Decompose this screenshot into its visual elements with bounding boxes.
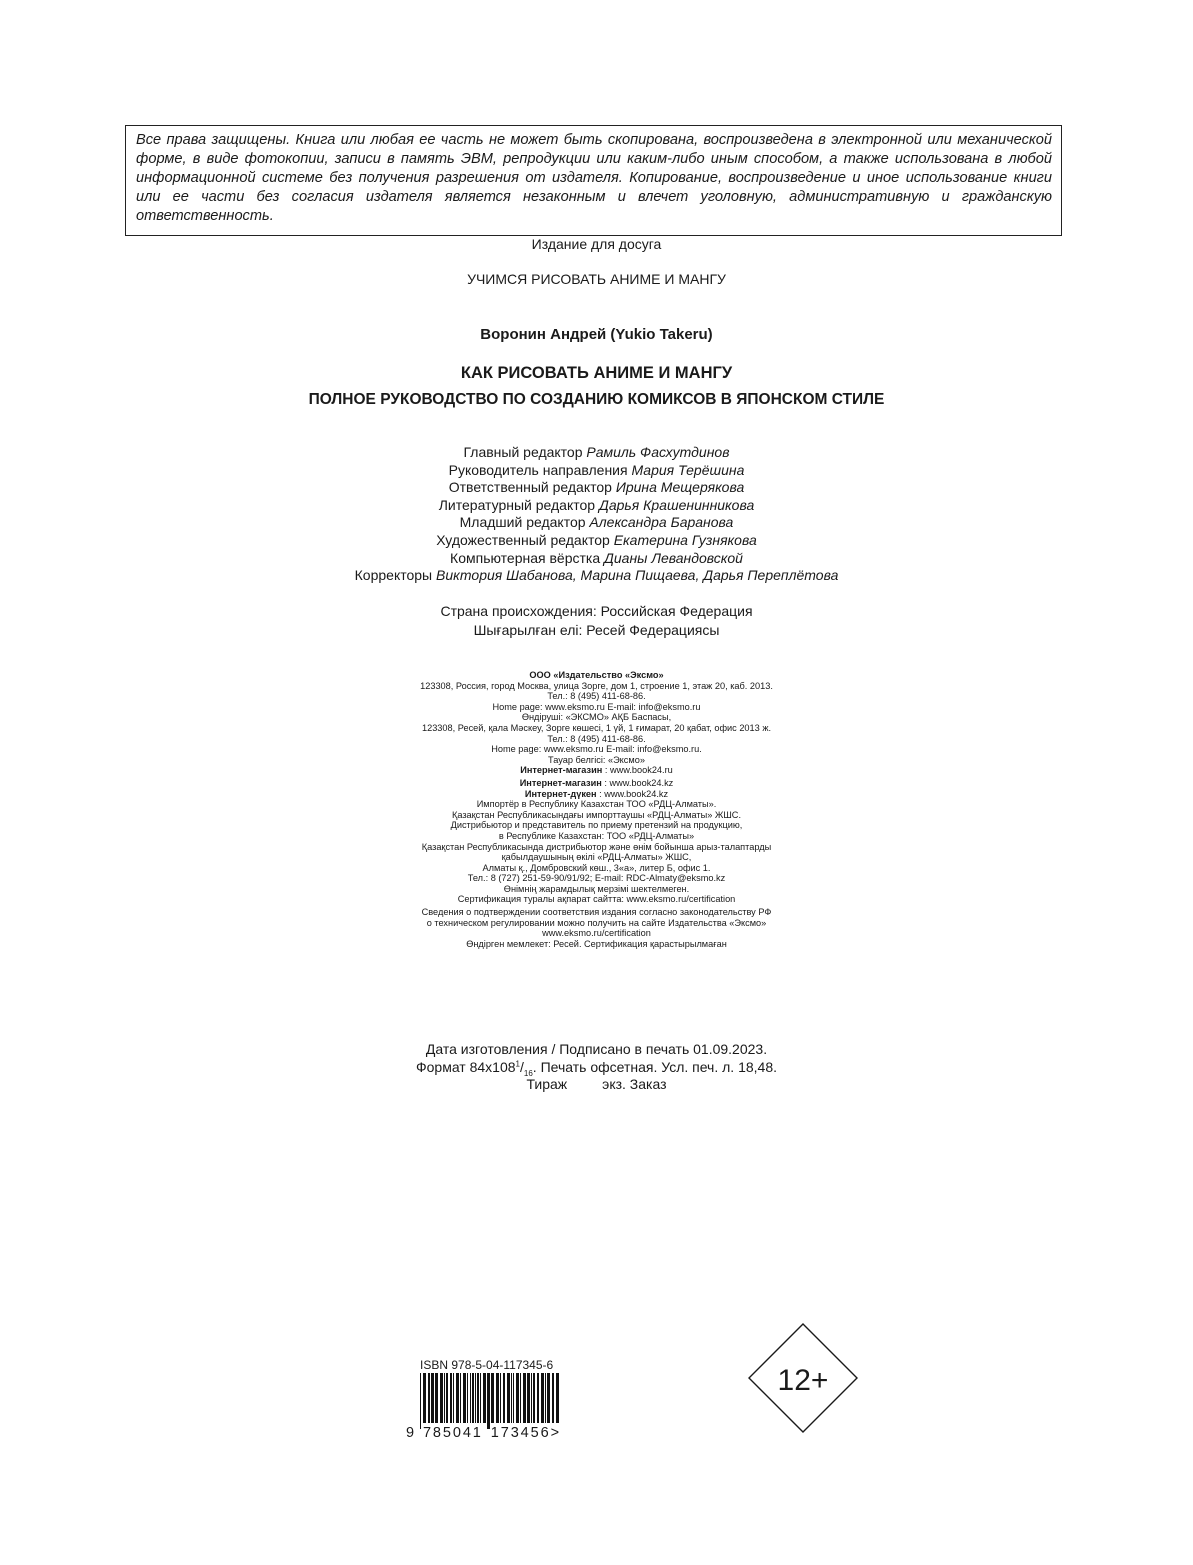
series-name: УЧИМСЯ РИСОВАТЬ АНИМЕ И МАНГУ [467,271,726,287]
print-date: Дата изготовления / Подписано в печать 01.09.2023. [425,1041,768,1057]
rights-notice [125,125,1062,236]
credit-line [0,532,1193,550]
edition-type: Издание для досуга [531,236,662,252]
kz-phone: Тел.: 8 (495) 411-68-86. [547,733,646,744]
importer-line: Тел.: 8 (727) 251-59-90/91/92; E-mail: RDC-Almaty@eksmo.kz [467,873,726,884]
importer-line: Импортёр в Республику Казахстан ТОО «РДЦ-Алматы». [476,799,717,810]
importer-info [0,799,1193,905]
kz-web: Home page: www.eksmo.ru E-mail: info@eksmo.ru. [491,744,702,755]
credit-person: Дарья Крашенинникова [598,496,755,513]
author-name: Воронин Андрей (Yukio Takeru) [480,326,713,343]
certification-line: Өндірген мемлекет: Ресей. Сертификация қарастырылмаған [466,938,727,949]
importer-line: Қазақстан Республикасында дистрибьютор және өнім бойынша арыз-талаптарды [421,841,772,852]
shop-kz: Интернет-магазин : www.book24.kz [519,777,674,788]
importer-line: Алматы қ., Домбровский көш., 3«а», литер Б, офис 1. [482,862,711,873]
shop-ru: Интернет-магазин : www.book24.ru [520,765,673,776]
country-of-origin [0,602,1193,640]
publisher-web: Home page: www.eksmo.ru E-mail: info@eksmo.ru [492,701,701,712]
print-format: Формат $84х108^1/_{16}$. Печать офсетная. Усл. печ. л. 18,48. [415,1058,777,1078]
book-title: КАК РИСОВАТЬ АНИМЕ И МАНГУ [460,364,733,382]
importer-line: Сертификация туралы ақпарат сайтта: www.eksmo.ru/certification [457,894,736,905]
credit-role: Руководитель направления [448,461,628,478]
importer-line: қабылдаушының өкілі «РДЦ-Алматы» ЖШС, [501,852,692,863]
age-rating-text: 12+ [777,1364,829,1397]
certification-line: о техническом регулировании можно получить на сайте Издательства «Эксмо» [426,917,767,928]
credit-line [0,514,1193,532]
credit-role: Компьютерная вёрстка [450,549,601,566]
publisher-phone: Тел.: 8 (495) 411-68-86. [547,691,646,702]
credit-line [0,444,1193,462]
kz-address: 123308, Ресей, қала Мәскеу, Зорге көшесі, 1 үй, 1 ғимарат, 20 қабат, офис 2013 ж. [421,722,772,733]
importer-line: Қазақстан Республикасындағы импорттаушы «РДЦ-Алматы» ЖШС. [451,809,741,820]
barcode-digits: 9 785041 173456> [406,1425,561,1441]
barcode-icon [418,1373,563,1429]
trademark: Тауар белгісі: «Эксмо» [548,754,645,765]
publisher-imprint [0,670,1193,949]
credit-role: Ответственный редактор [448,479,612,496]
isbn-label: ISBN 978-5-04-117345-6 [420,1358,554,1372]
origin-ru: Страна происхождения: Российская Федерация [440,603,753,619]
print-info [0,1041,1193,1094]
credit-line [0,479,1193,497]
origin-kz: Шығарылған елі: Ресей Федерациясы [473,622,720,638]
credit-person: Ирина Мещерякова [615,479,745,496]
credit-person: Рамиль Фасхутдинов [586,444,730,460]
credit-role: Корректоры [354,567,433,584]
certification-line: Сведения о подтверждении соответствия издания согласно законодательству РФ [421,907,772,918]
credit-person: Дианы Левандовской [604,549,743,566]
rights-notice-text: Все права защищены. Книга или любая ее часть не может быть скопирована, воспроизведена в электронной или механической форме, в виде фотокопии, записи в память ЭВМ, репродукции или каким-либо иным способом, а также использована в любой информационной системе без получения разрешения от издателя. Копирование, воспроизведение и иное использование книги или ее части без согласия издателя является незаконным и влечет уголовную, административную и гражданскую ответственность. [136,132,1052,224]
age-rating-badge [748,1323,858,1433]
publisher-address: 123308, Россия, город Москва, улица Зорге, дом 1, строение 1, этаж 20, каб. 2013. [420,680,773,691]
credit-line [0,567,1193,585]
credits-list [0,444,1193,585]
credit-person: Александра Баранова [589,514,734,531]
importer-line: в Республике Казахстан: ТОО «РДЦ-Алматы» [498,830,695,841]
credit-person: Виктория Шабанова, Марина Пищаева, Дарья Переплётова [436,567,839,584]
importer-line: Дистрибьютор и представитель по приему претензий на продукцию, [450,820,743,831]
credit-role: Главный редактор [463,444,583,460]
credit-role: Литературный редактор [438,496,596,513]
credit-person: Мария Терёшина [631,461,745,478]
kz-publisher: Өндіруші: «ЭКСМО» АҚБ Баспасы, [521,712,672,723]
importer-line: Өнімнің жарамдылық мерзімі шектелмеген. [503,883,690,894]
credit-line [0,550,1193,568]
book-subtitle: ПОЛНОЕ РУКОВОДСТВО ПО СОЗДАНИЮ КОМИКСОВ В ЯПОНСКОМ СТИЛЕ [308,391,885,408]
certification-line: www.eksmo.ru/certification [542,928,651,939]
publisher-name: ООО «Издательство «Эксмо» [529,670,664,680]
credit-line [0,462,1193,480]
credit-line [0,497,1193,515]
shop-kz2: Интернет-дүкен : www.book24.kz [524,788,669,799]
credit-person: Екатерина Гузнякова [613,531,757,548]
credit-role: Художественный редактор [436,531,610,548]
print-run: Тираж экз. Заказ [526,1076,667,1093]
certification-info [0,907,1193,949]
credit-role: Младший редактор [459,514,586,531]
